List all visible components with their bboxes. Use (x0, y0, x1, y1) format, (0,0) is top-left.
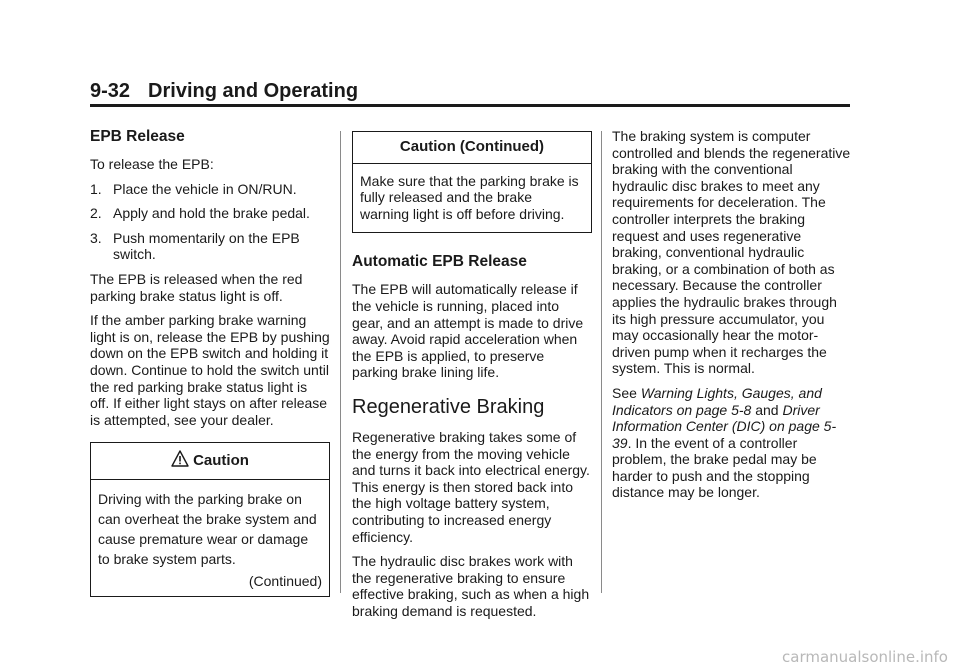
page-header (90, 80, 358, 103)
see-text: See (612, 384, 637, 401)
paragraph: The EPB will automatically release if the vehicle is running, placed into gear, and an attempt is made to drive away. Avoid rapid acceleration when the EPB is applied, to preserve parking brake lining life. (352, 281, 584, 381)
step-text: Place the vehicle in ON/RUN. (113, 180, 297, 197)
header-rule (90, 104, 850, 107)
caution-continued-text: Make sure that the parking brake is fully released and the brake warning light is off before driving. (360, 172, 579, 222)
step-item (90, 181, 330, 198)
step-number: 2. (90, 205, 102, 222)
paragraph: The hydraulic disc brakes work with the regenerative braking to ensure effective braking, such as when a high braking demand is requested. (352, 553, 590, 619)
reference-paragraph (612, 385, 852, 501)
and-text: and (755, 401, 779, 418)
step-item (90, 205, 330, 222)
automatic-epb-heading: Automatic EPB Release (352, 253, 527, 271)
column-divider (340, 131, 341, 593)
column-middle (352, 131, 592, 627)
regenerative-braking-heading: Regenerative Braking (352, 395, 545, 418)
paragraph: The braking system is computer controlled and blends the regenerative braking with the conventional hydraulic disc brakes to meet any requirements for deceleration. The controller interprets the braking request and uses regenerative braking, conventional hydraulic braking, or a combination of both as necessary. Because the controller applies the hydraulic brakes through its high pressure accumulator, you may occasionally hear the motor-driven pump when it recharges the system. This is normal. (612, 128, 851, 377)
column-divider (601, 131, 602, 593)
step-number: 1. (90, 180, 102, 197)
warning-icon (171, 450, 189, 472)
reference-tail: . In the event of a controller problem, the brake pedal may be harder to push and the stopping distance may be longer. (612, 434, 817, 501)
step-text: Apply and hold the brake pedal. (113, 205, 310, 222)
paragraph: The EPB is released when the red parking brake status light is off. (90, 270, 303, 304)
page-number: 9-32 (90, 80, 131, 102)
intro-text: To release the EPB: (90, 156, 214, 172)
caution-text: Driving with the parking brake on can overheat the brake system and cause premature wear or damage to brake system parts. (98, 490, 317, 567)
column-left (90, 128, 330, 597)
caution-continued-body (353, 164, 591, 233)
caution-continued-box (352, 131, 592, 233)
caution-continued-title: Caution (Continued) (353, 132, 591, 164)
step-number: 3. (90, 229, 102, 246)
paragraph: Regenerative braking takes some of the energy from the moving vehicle and turns it back into electrical energy. This energy is then stored back into the high voltage battery system, contributing to increased energy efficiency. (352, 428, 590, 545)
step-item (90, 230, 330, 263)
paragraph: If the amber parking brake warning light is on, release the EPB by pushing down on the EPB switch and holding it down. Continue to hold the switch until the red parking brake status light is off. If either light stays on after release is attempted, see your dealer. (90, 312, 330, 428)
step-text: Push momentarily on the EPB switch. (113, 229, 300, 263)
section-title: Driving and Operating (148, 80, 359, 102)
continued-label: (Continued) (248, 572, 322, 589)
epb-release-heading: EPB Release (90, 128, 185, 145)
cross-reference: Warning Lights, Gauges, and Indicators on page 5-8 (612, 384, 822, 418)
cross-reference: Driver Information Center (DIC) on page 5-39 (612, 401, 837, 451)
caution-title (91, 443, 329, 480)
caution-box (90, 442, 330, 596)
column-right (612, 128, 852, 509)
watermark: carmanualsonline.info (782, 648, 948, 666)
caution-body (91, 480, 329, 596)
caution-label: Caution (193, 452, 249, 470)
